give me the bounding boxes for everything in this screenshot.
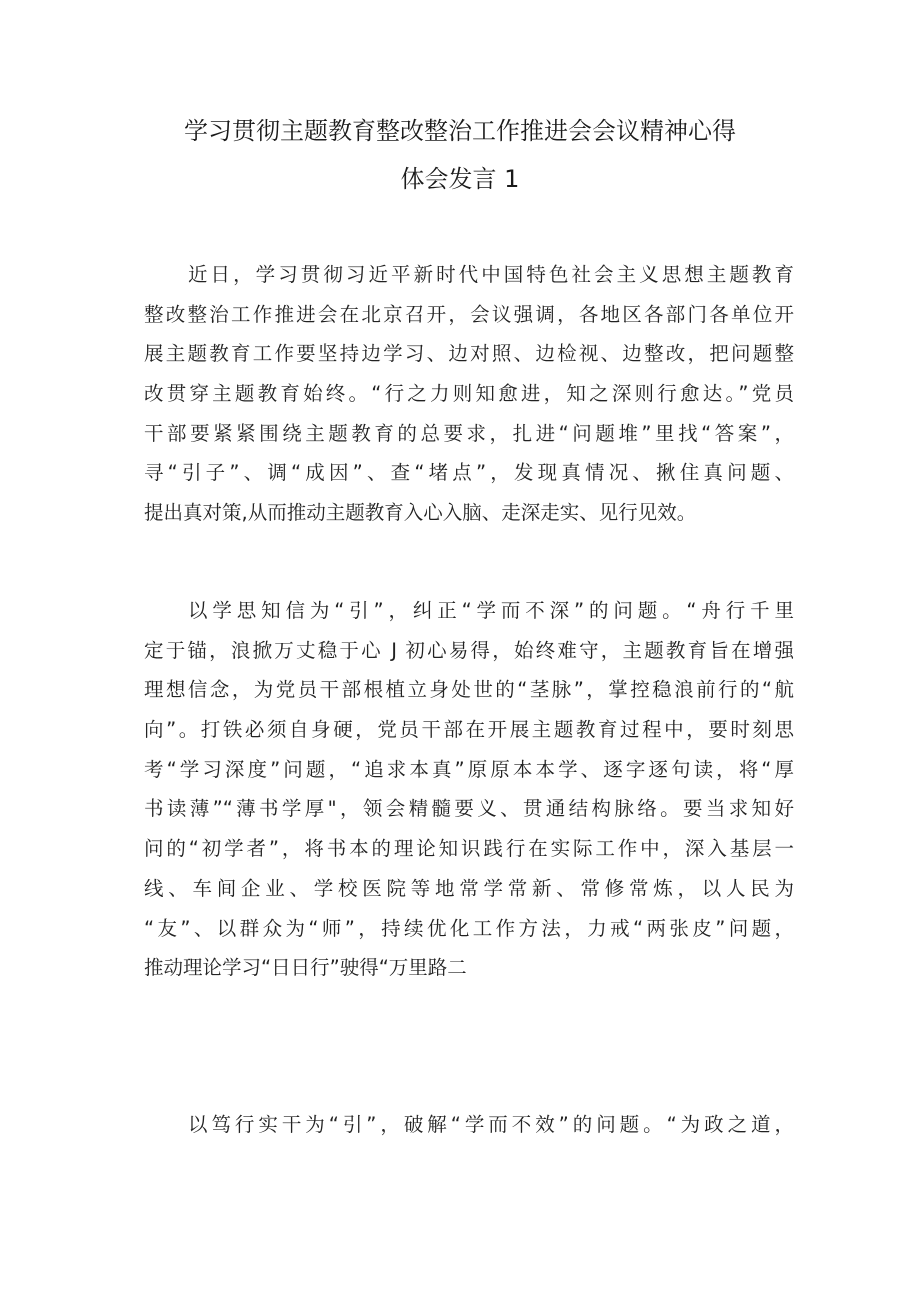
document-title-line-2: 体会发言 1 (400, 165, 520, 193)
paragraph-line: 近日，学习贯彻习近平新时代中国特色社会主义思想主题教育 (188, 263, 794, 286)
paragraph-line: 推动理论学习“日日行”驶得“万里路二 (144, 956, 467, 980)
document-title-line-1: 学习贯彻主题教育整改整治工作推进会会议精神心得 (184, 117, 736, 145)
paragraph-line: “友”、以群众为“师”，持续优化工作方法，力戒“两张皮”问题， (144, 916, 794, 940)
paragraph-line: 展主题教育工作要坚持边学习、边对照、边检视、边整改，把问题整 (144, 342, 794, 366)
paragraph-3 (144, 1105, 794, 1145)
paragraph-line: 以学思知信为“引”，纠正“学而不深”的问题。“舟行千里 (188, 599, 794, 622)
paragraph-line: 提出真对策,从而推动主题教育入心入脑、走深走实、见行见效。 (144, 501, 697, 525)
paragraph-line: 整改整治工作推进会在北京召开，会议强调，各地区各部门各单位开 (144, 302, 794, 326)
paragraph-line: 干部要紧紧围绕主题教育的总要求，扎进“问题堆”里找“答案”， (144, 421, 794, 445)
paragraph-line: 理想信念，为党员干部根植立身处世的“茎脉”，掌控稳浪前行的“航 (144, 678, 794, 702)
paragraph-line: 寻“引子”、调“成因”、查“堵点”，发现真情况、揪住真问题、 (144, 461, 794, 485)
paragraph-1 (144, 255, 794, 533)
paragraph-2 (144, 591, 794, 988)
paragraph-line: 向”。打铁必须自身硬，党员干部在开展主题教育过程中，要时刻思 (144, 718, 794, 742)
paragraph-line: 线、车间企业、学校医院等地常学常新、常修常炼，以人民为 (144, 876, 794, 900)
paragraph-line: 问的“初学者”，将书本的理论知识践行在实际工作中，深入基层一 (144, 837, 794, 861)
paragraph-line: 以笃行实干为“引”，破解“学而不效”的问题。“为政之道， (188, 1113, 794, 1136)
paragraph-line: 书读薄”“薄书学厚"，领会精髓要义、贯通结构脉络。要当求知好 (144, 797, 794, 821)
paragraph-line: 考“学习深度”问题，“追求本真”原原本本学、逐字逐句读，将“厚 (144, 757, 794, 781)
paragraph-line: 改贯穿主题教育始终。“行之力则知愈进，知之深则行愈达。”党员 (144, 382, 794, 406)
paragraph-line: 定于锚，浪掀万丈稳于心 J 初心易得，始终难守，主题教育旨在增强 (144, 638, 794, 662)
